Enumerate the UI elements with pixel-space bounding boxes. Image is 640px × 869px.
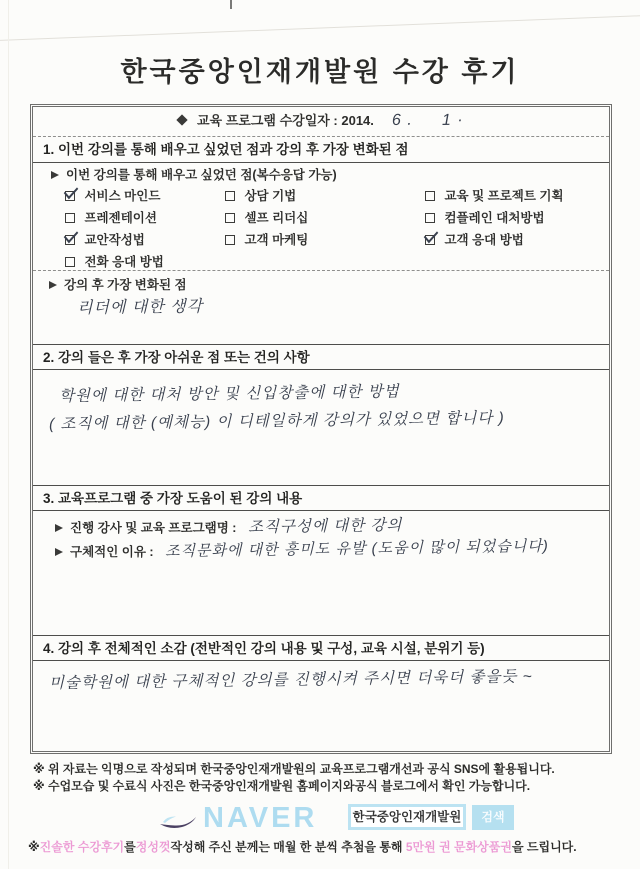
arrow-icon [49, 281, 57, 289]
checkbox-label: 교안작성법 [84, 233, 145, 247]
checkbox-option [225, 230, 308, 250]
checkmark-icon [64, 227, 79, 244]
footer-note-2: ※ 수업모습 및 수료식 사진은 한국중앙인재개발원 홈페이지와공식 블로그에서 확인 가능합니다. [33, 779, 531, 793]
section4-header: 4. 강의 후 전체적인 소감 (전반적인 강의 내용 및 구성, 교육 시설, 분위기 등) [33, 635, 609, 661]
prize-highlight-3: 5만원 권 문화상품권 [405, 840, 512, 854]
checkbox-option [425, 186, 564, 206]
checkbox-label: 컴플레인 대처방법 [444, 211, 545, 225]
checkbox-icon [65, 191, 75, 201]
checkbox-label: 고객 마케팅 [244, 233, 309, 247]
checkbox-row [33, 208, 609, 228]
form-box [30, 104, 612, 754]
arrow-icon [51, 171, 59, 179]
section1-q2-line [49, 275, 187, 293]
date-day-handwritten: 1 · [441, 111, 464, 129]
section1-q1-line [51, 165, 337, 183]
checkbox-option [65, 252, 164, 272]
checkbox-label: 교육 및 프로젝트 기획 [444, 189, 564, 203]
q2-label: 강의 후 가장 변화된 점 [64, 278, 187, 292]
checkbox-icon [225, 235, 235, 245]
checkbox-icon [225, 213, 235, 223]
reason-handwritten-answer: 조직문화에 대한 흥미도 유발 (도움이 많이 되었습니다) [164, 537, 549, 560]
section2-body [33, 370, 609, 485]
checkbox-icon [425, 235, 435, 245]
date-label: 교육 프로그램 수강일자 : 2014. [197, 113, 374, 128]
section2-handwritten-line1: 학원에 대한 대처 방안 및 신입창출에 대한 방법 [58, 383, 400, 405]
checkbox-icon [425, 213, 435, 223]
section2-handwritten-line2: ( 조직에 대한 (예체능) 이 디테일하게 강의가 있었으면 합니다 ) [48, 409, 505, 433]
naver-logo-text: NAVER [203, 802, 318, 834]
prize-highlight-2: 정성껏 [135, 840, 171, 854]
dashed-separator [33, 270, 609, 271]
section1-body [33, 163, 609, 344]
prize-prefix: ※ [28, 840, 40, 854]
naver-banner [0, 800, 640, 840]
naver-search-input: 한국중앙인재개발원 [348, 804, 466, 830]
prize-suffix: 을 드립니다. [511, 840, 577, 854]
arrow-icon [55, 524, 63, 532]
checkbox-row [33, 230, 609, 250]
section2-header: 2. 강의 들은 후 가장 아쉬운 점 또는 건의 사항 [33, 344, 609, 370]
checkmark-icon [64, 183, 79, 200]
section4-body [33, 661, 609, 754]
naver-hat-icon [158, 812, 198, 830]
checkbox-option [65, 230, 145, 250]
checkbox-option [65, 208, 157, 228]
arrow-icon [55, 548, 63, 556]
diamond-icon [177, 114, 188, 125]
reason-label: 구체적인 이유 : [70, 545, 154, 559]
checkbox-option [425, 208, 545, 228]
section1-header: 1. 이번 강의를 통해 배우고 싶었던 점과 강의 후 가장 변화된 점 [33, 137, 609, 163]
q2-handwritten-answer: 리더에 대한 생각 [76, 298, 204, 317]
section3-reason-line [55, 537, 549, 561]
scan-mark [230, 0, 232, 9]
checkbox-icon [425, 191, 435, 201]
checkbox-icon [225, 191, 235, 201]
checkbox-option [65, 186, 160, 206]
checkbox-row [33, 186, 609, 206]
checkbox-icon [65, 213, 75, 223]
naver-search-button: 검색 [472, 805, 514, 830]
scan-crease-line [0, 15, 640, 41]
footer-note-1: ※ 위 자료는 익명으로 작성되며 한국중앙인재개발원의 교육프로그램개선과 공식 SNS에 활용됩니다. [33, 762, 555, 776]
scan-edge-line [8, 0, 9, 869]
program-handwritten-answer: 조직구성에 대한 강의 [247, 516, 403, 536]
checkmark-icon [424, 227, 439, 244]
checkbox-icon [65, 235, 75, 245]
program-label: 진행 강사 및 교육 프로그램명 : [70, 521, 237, 535]
checkbox-label: 서비스 마인드 [84, 189, 161, 203]
section3-body [33, 509, 609, 635]
page-title: 한국중앙인재개발원 수강 후기 [120, 57, 520, 87]
prize-note [28, 838, 577, 855]
section4-handwritten-answer: 미술학원에 대한 구체적인 강의를 진행시켜 주시면 더욱더 좋을듯 ~ [48, 668, 533, 692]
checkbox-label: 전화 응대 방법 [84, 255, 164, 269]
checkbox-option [225, 186, 296, 206]
prize-highlight-1: 진솔한 수강후기 [39, 840, 125, 854]
checkbox-label: 상담 기법 [244, 189, 297, 203]
checkbox-label: 셀프 리더십 [244, 211, 309, 225]
q1-label: 이번 강의를 통해 배우고 싶었던 점(복수응답 가능) [66, 168, 337, 182]
section3-program-line [55, 515, 402, 537]
prize-mid-1: 를 [124, 840, 136, 854]
checkbox-option [425, 230, 524, 250]
checkbox-row [33, 252, 609, 272]
checkbox-icon [65, 257, 75, 267]
date-row [33, 107, 609, 137]
section3-header: 3. 교육프로그램 중 가장 도움이 된 강의 내용 [33, 485, 609, 511]
prize-mid-2: 작성해 주신 분께는 매월 한 분씩 추첨을 통해 [170, 840, 406, 854]
checkbox-label: 고객 응대 방법 [444, 233, 524, 247]
checkbox-label: 프레젠테이션 [84, 211, 157, 225]
checkbox-option [225, 208, 308, 228]
date-month-handwritten: 6 . [391, 111, 413, 129]
